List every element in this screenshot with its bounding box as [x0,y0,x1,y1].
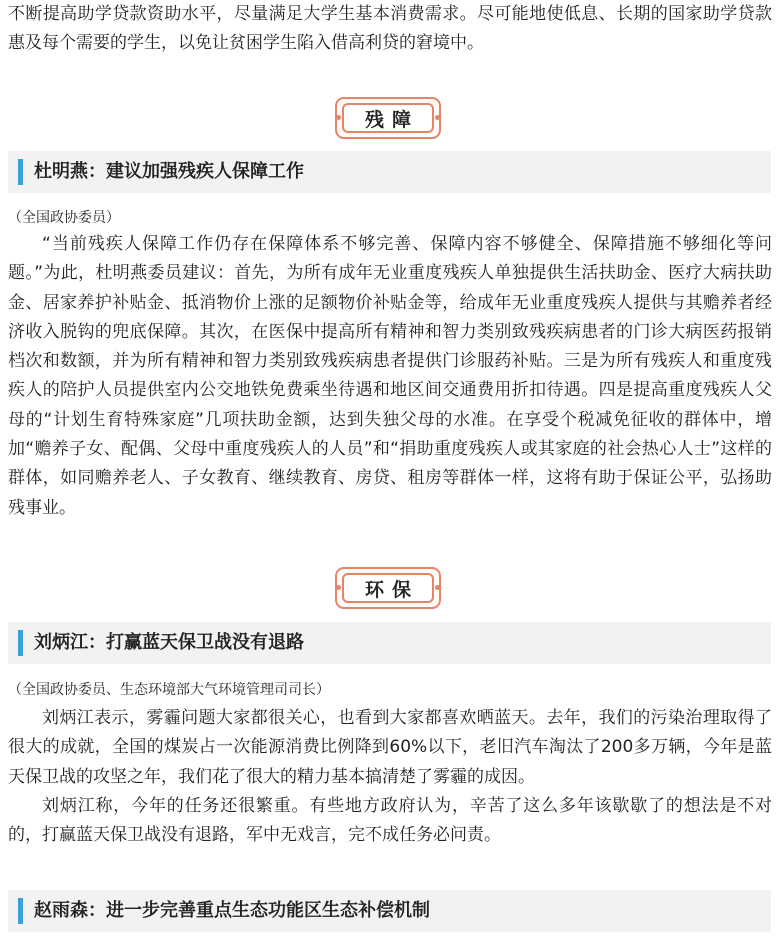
entry-heading-bar [8,151,771,193]
entry-paragraph: 刘炳江表示，雾霾问题大家都很关心，也看到大家都喜欢晒蓝天。去年，我们的污染治理取得了很大的成就，全国的煤炭占一次能源消费比例降到60%以下，老旧汽车淘汰了200多万辆，今年是蓝天保卫战的攻坚之年，我们花了很大的精力基本搞清楚了雾霾的成因。 [8,708,772,787]
entry-affiliation: （全国政协委员） [8,210,120,226]
entry-heading-bar [8,890,771,932]
section-tag-environment [335,567,441,609]
tag-dot-right [435,115,440,120]
heading-accent-bar [18,159,23,185]
section-tag-disability [335,97,441,139]
heading-accent-bar [18,630,23,656]
entry-heading: 杜明燕：建议加强残疾人保障工作 [34,161,304,182]
tag-dot-left [336,585,341,590]
entry-paragraph: 刘炳江称，今年的任务还很繁重。有些地方政府认为，辛苦了这么多年该歇歇了的想法是不对的，打赢蓝天保卫战没有退路，军中无戏言，完不成任务必问责。 [8,796,772,846]
entry-heading: 赵雨森：进一步完善重点生态功能区生态补偿机制 [34,900,430,921]
tag-dot-right [435,585,440,590]
entry-affiliation: （全国政协委员、生态环境部大气环境管理司司长） [8,682,330,698]
entry-paragraph: “当前残疾人保障工作仍存在保障体系不够完善、保障内容不够健全、保障措施不够细化等问题。”为此，杜明燕委员建议：首先，为所有成年无业重度残疾人单独提供生活扶助金、医疗大病扶助金、居家养护补贴金、抵消物价上涨的足额物价补贴金等，给成年无业重度残疾人提供与其赡养者经济收入脱钩的兜底保障。其次，在医保中提高所有精神和智力类别致残疾病患者的门诊大病医药报销档次和数额，并为所有精神和智力类别致残疾病患者提供门诊服药补贴。三是为所有残疾人和重度残疾人的陪护人员提供室内公交地铁免费乘坐待遇和地区间交通费用折扣待遇。四是提高重度残疾人父母的“计划生育特殊家庭”几项扶助金额，达到失独父母的水准。在享受个税减免征收的群体中，增加“赡养子女、配偶、父母中重度残疾人的人员”和“捐助重度残疾人或其家庭的社会热心人士”这样的群体，如同赡养老人、子女教育、继续教育、房贷、租房等群体一样，这将有助于保证公平，弘扬助残事业。 [8,234,772,518]
section-tag-label: 残障 [364,108,419,131]
section-tag-label: 环保 [364,578,419,601]
entry-heading: 刘炳江：打赢蓝天保卫战没有退路 [34,632,304,653]
intro-paragraph: 不断提高助学贷款资助水平，尽量满足大学生基本消费需求。尽可能地使低息、长期的国家助学贷款惠及每个需要的学生，以免让贫困学生陷入借高利贷的窘境中。 [8,4,772,54]
heading-accent-bar [18,898,23,924]
tag-dot-left [336,115,341,120]
entry-heading-bar [8,622,771,664]
